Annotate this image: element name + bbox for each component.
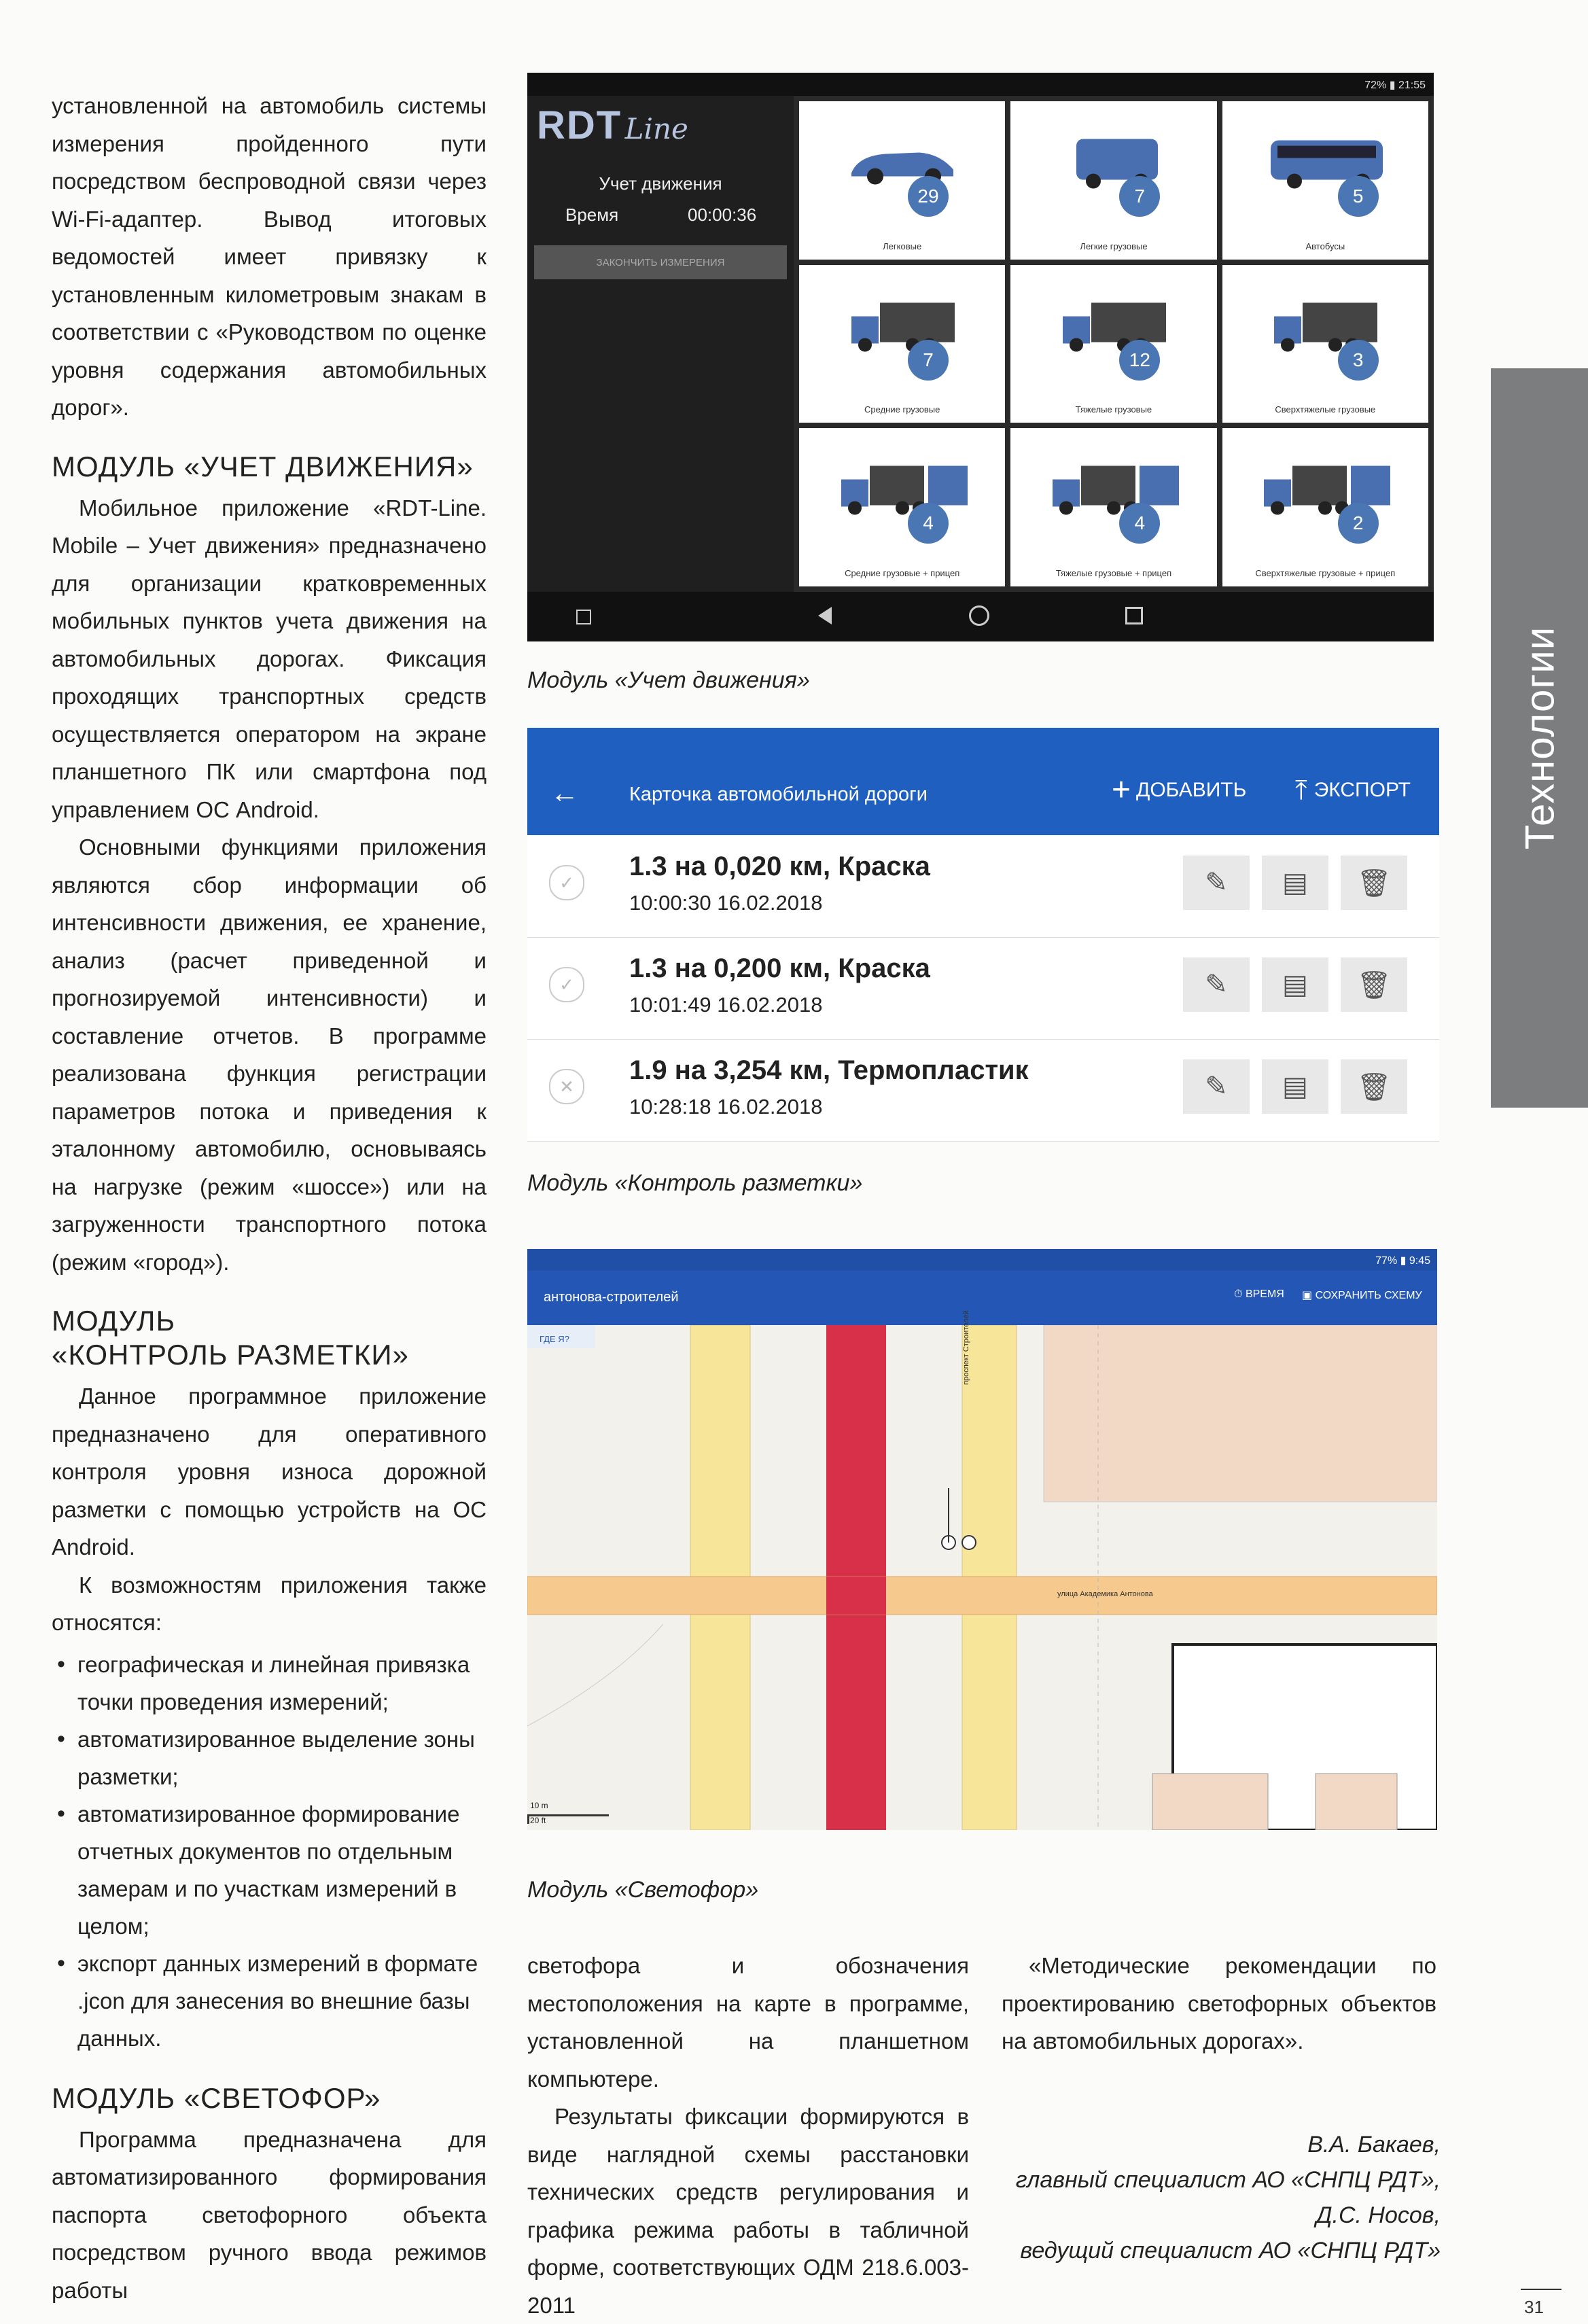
- caption-marking: Модуль «Контроль разметки»: [527, 1170, 863, 1196]
- section-heading-marking: [52, 1304, 487, 1372]
- author-position: главный специалист АО «СНПЦ РДТ»,: [1015, 2167, 1441, 2193]
- scale-meters: 10 m: [530, 1801, 548, 1810]
- logo-script: Line: [624, 112, 688, 145]
- app-bar: [527, 728, 1439, 835]
- vehicle-label: Легковые: [883, 241, 922, 251]
- middle-paragraph-2: Результаты фиксации формируются в виде наглядной схемы расстановки технических средств регулирования и графика режима работы в табличной форме, соответствующих ОДМ 218.6.003-2011: [527, 2104, 969, 2318]
- page-number-rule: [1521, 2289, 1561, 2290]
- marking-title: 1.3 на 0,200 км, Краска: [629, 953, 930, 983]
- where-am-i-button[interactable]: ГДЕ Я?: [540, 1334, 569, 1344]
- edit-icon[interactable]: ✎: [1183, 957, 1250, 1012]
- timer-icon: ⏱: [1234, 1288, 1246, 1300]
- finish-measurement-button[interactable]: ЗАКОНЧИТЬ ИЗМЕРЕНИЯ: [534, 245, 787, 279]
- vehicle-tile[interactable]: [1222, 101, 1428, 260]
- cross-icon: ✕: [549, 1069, 584, 1104]
- export-button[interactable]: [1295, 777, 1411, 804]
- save-icon: ▣: [1302, 1290, 1316, 1301]
- back-icon[interactable]: [818, 607, 832, 624]
- count-badge: 4: [1119, 503, 1160, 544]
- traffic-paragraph-1: Мобильное приложение «RDT-Line. Mobile – Учет движения» предназначено для организации кратковременных мобильных пунктов учета движения на автомобильных дорогах. Фиксация проходящих транспортных средств осуществляется оператором на экране планшетного ПК или смартфона под управлением ОС Android.: [52, 495, 487, 822]
- side-tab-label: Технологии: [1517, 626, 1562, 850]
- intro-paragraph: установленной на автомобиль системы измерения пройденного пути посредством беспроводной связи через Wi-Fi-адаптер. Вывод итоговых ведомостей имеет привязку к установленным километровым знакам в соответствии с «Руководством по оценке уровня содержания автомобильных дорог».: [52, 93, 487, 420]
- count-badge: 3: [1338, 340, 1379, 381]
- status-bar: [527, 73, 1434, 96]
- overview-icon[interactable]: [1125, 607, 1143, 624]
- marking-title: 1.9 на 3,254 км, Термопластик: [629, 1055, 1029, 1085]
- marking-title: 1.3 на 0,020 км, Краска: [629, 851, 930, 881]
- street-label-horizontal: улица Академика Антонова: [1057, 1590, 1153, 1598]
- traffic-light-paragraph: Программа предназначена для автоматизированного формирования паспорта светофорного объекта посредством ручного ввода режимов работы: [52, 2126, 487, 2303]
- panel-title: Учет движения: [599, 173, 722, 194]
- edit-icon[interactable]: ✎: [1183, 856, 1250, 910]
- count-badge: 2: [1338, 503, 1379, 544]
- author-position: ведущий специалист АО «СНПЦ РДТ»: [1020, 2238, 1441, 2264]
- screenshot-traffic-light: [527, 1249, 1437, 1830]
- vehicle-tile[interactable]: [1222, 428, 1428, 586]
- page-number: 31: [1524, 2297, 1544, 2317]
- section-heading-traffic-light: МОДУЛЬ «СВЕТОФОР»: [52, 2081, 381, 2114]
- delete-icon[interactable]: 🗑: [1341, 856, 1407, 910]
- add-label: ДОБАВИТЬ: [1136, 779, 1247, 801]
- screenshot-traffic-counting: [527, 73, 1434, 641]
- report-icon[interactable]: ▤: [1262, 1059, 1328, 1114]
- vehicle-tile[interactable]: [1010, 265, 1216, 423]
- counter-panel: [527, 96, 794, 592]
- report-icon[interactable]: ▤: [1262, 856, 1328, 910]
- list-item: • автоматизированное выделение зоны разметки;: [52, 1721, 487, 1795]
- screenshot-marking-control: [527, 728, 1439, 1140]
- check-icon: ✓: [549, 967, 584, 1002]
- vehicle-grid: [794, 96, 1434, 592]
- marking-datetime: 10:28:18 16.02.2018: [629, 1095, 823, 1119]
- list-item[interactable]: [527, 938, 1439, 1040]
- list-item[interactable]: [527, 1040, 1439, 1142]
- vehicle-label: Легкие грузовые: [1080, 241, 1148, 251]
- vehicle-tile[interactable]: [799, 265, 1005, 423]
- author-name: Д.С. Носов,: [1316, 2202, 1441, 2228]
- recent-apps-small-icon[interactable]: [576, 610, 591, 624]
- vehicle-tile[interactable]: [799, 101, 1005, 260]
- middle-paragraph-1: светофора и обозначения местоположения на карте в программе, установленной на планшетном компьютере.: [527, 1953, 969, 2092]
- traffic-paragraph-2: Основными функциями приложения являются сбор информации об интенсивности движения, ее хранение, анализ (расчет приведенной и прогнозируемой интенсивности) и составление отчетов. В программе реализована функция регистрации параметров потока и приведения к эталонному автомобилю, основываясь на нагрузке (режим «шоссе») или на загруженности транспортного потока (режим «город»).: [52, 834, 487, 1275]
- author-name: В.А. Бакаев,: [1307, 2132, 1441, 2158]
- marking-datetime: 10:01:49 16.02.2018: [629, 993, 823, 1017]
- vehicle-tile[interactable]: [1222, 265, 1428, 423]
- vehicle-tile[interactable]: [1010, 428, 1216, 586]
- list-item: • автоматизированное формирование отчетных документов по отдельным замерам и по участкам измерений в целом;: [52, 1795, 487, 1945]
- vehicle-tile[interactable]: [799, 428, 1005, 586]
- status-text: 77% ▮ 9:45: [1375, 1255, 1430, 1267]
- caption-traffic-light: Модуль «Светофор»: [527, 1877, 759, 1903]
- time-label: Время: [565, 205, 619, 225]
- edit-icon[interactable]: ✎: [1183, 1059, 1250, 1114]
- check-icon: ✓: [549, 865, 584, 900]
- authors-byline: [965, 2127, 1441, 2268]
- marking-paragraph-1: Данное программное приложение предназначено для оперативного контроля уровня износа дорожной разметки с помощью устройств на ОС Android.: [52, 1384, 487, 1560]
- time-value: 00:00:36: [688, 205, 757, 225]
- caption-traffic: Модуль «Учет движения»: [527, 667, 810, 693]
- list-item[interactable]: [527, 837, 1439, 938]
- app-bar-title: антонова-строителей: [544, 1290, 679, 1305]
- delete-icon[interactable]: 🗑: [1341, 957, 1407, 1012]
- app-bar-title: Карточка автомобильной дороги: [629, 784, 928, 805]
- status-bar: [527, 1249, 1437, 1271]
- time-button-label: ВРЕМЯ: [1245, 1288, 1284, 1300]
- vehicle-label: Средние грузовые: [864, 404, 940, 415]
- logo-text: RDT: [537, 103, 622, 147]
- street-label-vertical: проспект Строителей: [962, 1310, 970, 1385]
- upload-icon: ⤒: [1295, 775, 1307, 805]
- plus-icon: +: [1112, 772, 1131, 808]
- heading-line-2: «КОНТРОЛЬ РАЗМЕТКИ»: [52, 1339, 409, 1371]
- delete-icon[interactable]: 🗑: [1341, 1059, 1407, 1114]
- vehicle-icon: [1046, 459, 1182, 524]
- count-badge: 12: [1119, 340, 1160, 381]
- vehicle-label: Сверхтяжелые грузовые: [1275, 404, 1376, 415]
- vehicle-tile[interactable]: [1010, 101, 1216, 260]
- right-column: [1002, 1947, 1436, 2060]
- home-icon[interactable]: [969, 605, 989, 626]
- vehicle-label: Тяжелые грузовые + прицеп: [1055, 568, 1172, 578]
- save-scheme-label: СОХРАНИТЬ СХЕМУ: [1315, 1290, 1422, 1301]
- vehicle-icon: [834, 459, 970, 524]
- time-button[interactable]: [1234, 1288, 1284, 1301]
- count-badge: 5: [1338, 176, 1379, 217]
- vehicle-label: Средние грузовые + прицеп: [845, 568, 960, 578]
- list-item: • географическая и линейная привязка точки проведения измерений;: [52, 1646, 487, 1721]
- scale-feet: 20 ft: [530, 1816, 546, 1825]
- vehicle-label: Тяжелые грузовые: [1075, 404, 1152, 415]
- count-badge: 7: [908, 340, 949, 381]
- status-text: 72% ▮ 21:55: [1364, 80, 1426, 91]
- section-heading-traffic: МОДУЛЬ «УЧЕТ ДВИЖЕНИЯ»: [52, 450, 474, 482]
- intersection-map[interactable]: [527, 1325, 1437, 1830]
- count-badge: 29: [908, 176, 949, 217]
- list-item: • экспорт данных измерений в формате .jcon для занесения во внешние базы данных.: [52, 1945, 487, 2057]
- marking-paragraph-2: К возможностям приложения также относятся:: [52, 1572, 487, 1635]
- section-side-tab: [1491, 368, 1588, 1108]
- export-label: ЭКСПОРТ: [1313, 779, 1411, 801]
- heading-line-1: МОДУЛЬ: [52, 1305, 176, 1337]
- count-badge: 7: [1119, 176, 1160, 217]
- middle-column: [527, 1947, 969, 2324]
- left-column: [52, 87, 487, 2309]
- vehicle-label: Автобусы: [1305, 241, 1345, 251]
- back-arrow-icon[interactable]: ←: [550, 777, 579, 809]
- vehicle-label: Сверхтяжелые грузовые + прицеп: [1255, 568, 1396, 578]
- add-button[interactable]: [1112, 772, 1247, 808]
- app-bar: [527, 1271, 1437, 1325]
- report-icon[interactable]: ▤: [1262, 957, 1328, 1012]
- android-nav-bar: [527, 592, 1434, 641]
- app-logo: [537, 103, 688, 148]
- save-scheme-button[interactable]: [1302, 1288, 1422, 1302]
- right-paragraph: «Методические рекомендации по проектированию светофорных объектов на автомобильных дорогах».: [1002, 1953, 1436, 2054]
- marking-datetime: 10:00:30 16.02.2018: [629, 891, 823, 915]
- count-badge: 4: [908, 503, 949, 544]
- features-list: [52, 1646, 487, 2057]
